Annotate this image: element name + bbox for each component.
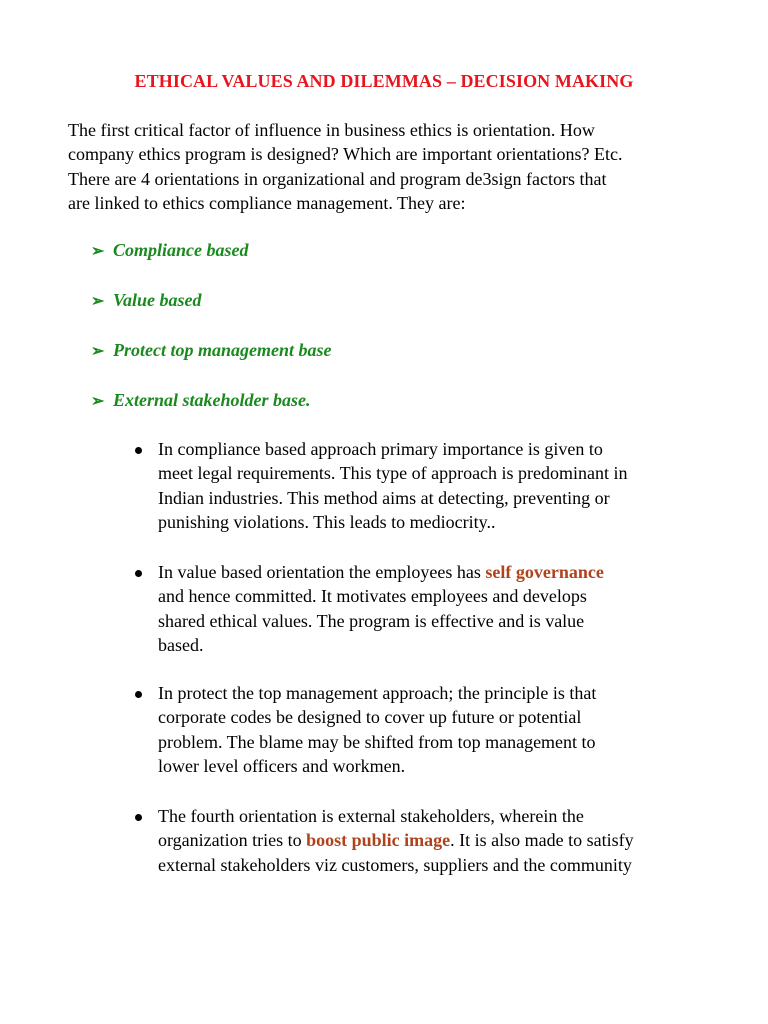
bullet-line: In compliance based approach primary importance is given to [158, 439, 603, 459]
orientation-item [91, 390, 311, 411]
bullet-line-text: organization tries to [158, 830, 307, 851]
orientation-item [91, 340, 331, 361]
bullet-line: corporate codes be designed to cover up future or potential [158, 707, 582, 728]
arrow-bullet-icon: ➢ [91, 343, 105, 360]
bullet-line [158, 560, 748, 584]
bullet-line [158, 828, 748, 852]
orientation-label: External stakeholder base. [113, 390, 311, 410]
bullet-line: The fourth orientation is external stakeholders, wherein the [158, 806, 584, 826]
orientation-label: Compliance based [113, 240, 249, 260]
intro-line: are linked to ethics compliance management. They are: [68, 192, 466, 213]
bullet-dot-icon [135, 447, 142, 454]
bullet-text [158, 437, 748, 534]
bullet-line: and hence committed. It motivates employees and develops [158, 586, 587, 607]
bullet-line: lower level officers and workmen. [158, 755, 406, 776]
orientation-item [91, 240, 249, 261]
bullet-line: problem. The blame may be shifted from top management to [158, 731, 596, 752]
orientation-label: Value based [113, 290, 202, 310]
orientation-item [91, 290, 202, 311]
bullet-dot-icon [135, 691, 142, 698]
bullet-text [158, 681, 748, 778]
bullet-line: Indian industries. This method aims at detecting, preventing or [158, 487, 610, 508]
orientation-label: Protect top management base [113, 340, 332, 360]
intro-line: There are 4 orientations in organizational and program de3sign factors that [68, 168, 607, 189]
bullet-text [158, 804, 748, 877]
bullet-dot-icon [135, 814, 142, 821]
bullet-line: shared ethical values. The program is effective and is value [158, 610, 585, 631]
page-title: ETHICAL VALUES AND DILEMMAS – DECISION MAKING [134, 71, 634, 91]
arrow-bullet-icon: ➢ [91, 243, 105, 260]
arrow-bullet-icon: ➢ [91, 393, 105, 410]
highlight-boost-public-image: boost public image [306, 830, 451, 851]
bullet-text [158, 560, 748, 657]
bullet-line: meet legal requirements. This type of approach is predominant in [158, 463, 628, 484]
bullet-line: external stakeholders viz customers, suppliers and the community [158, 854, 632, 875]
bullet-line-text: . It is also made to satisfy [450, 830, 634, 851]
intro-line: The first critical factor of influence in business ethics is orientation. How [68, 120, 595, 140]
bullet-line: punishing violations. This leads to mediocrity.. [158, 511, 496, 532]
intro-line: company ethics program is designed? Which are important orientations? Etc. [68, 144, 623, 165]
highlight-self-governance: self governance [485, 562, 604, 582]
bullet-line: In protect the top management approach; the principle is that [158, 683, 597, 703]
bullet-dot-icon [135, 570, 142, 577]
bullet-line: based. [158, 634, 204, 655]
bullet-line-text: In value based orientation the employees has [158, 562, 486, 582]
arrow-bullet-icon: ➢ [91, 293, 105, 310]
intro-paragraph [68, 118, 728, 215]
